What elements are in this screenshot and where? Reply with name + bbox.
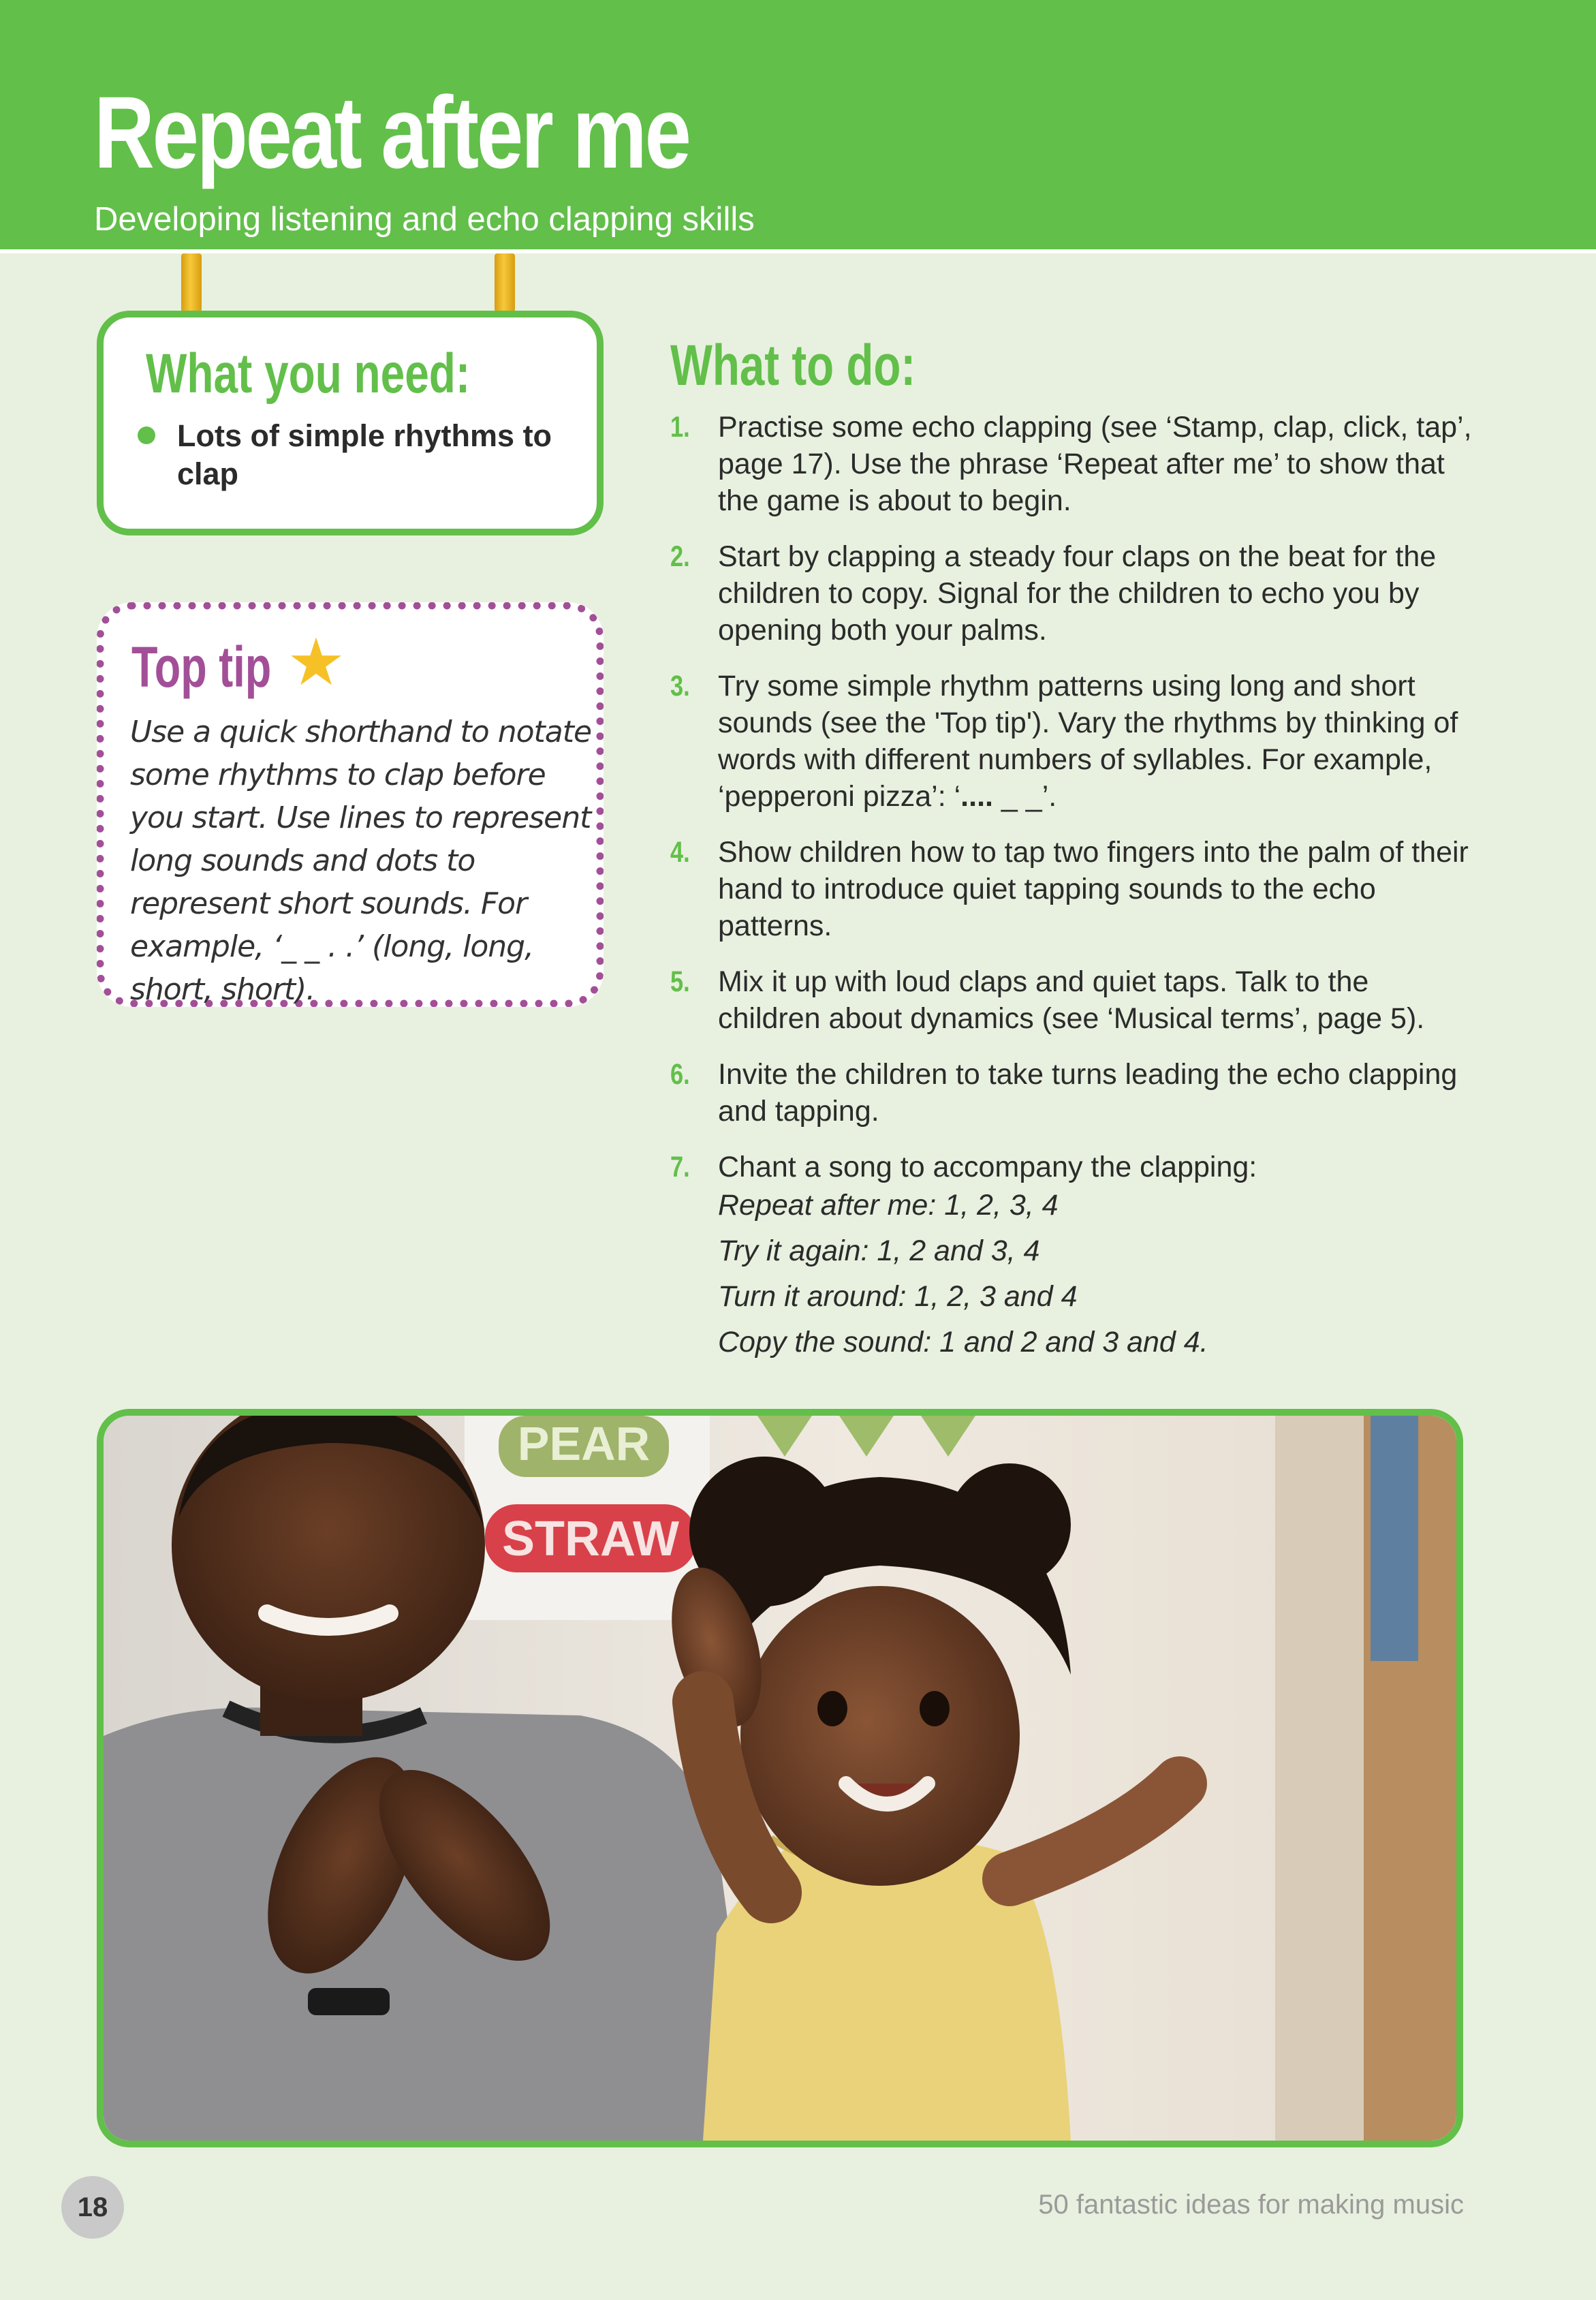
top-tip-box [97, 602, 604, 1007]
chant-line: Repeat after me: 1, 2, 3, 4 [718, 1189, 1059, 1222]
hanger-left [181, 253, 202, 312]
what-to-do-heading: What to do: [670, 333, 916, 397]
page-number: 18 [61, 2176, 124, 2239]
step-number: 6. [670, 1058, 690, 1091]
step-number: 5. [670, 965, 690, 998]
steps-list [670, 409, 1474, 1185]
top-tip-text: Use a quick shorthand to notate some rhythms to clap before you start. Use lines to represent long sounds and dots to represent short sounds. For example, ‘_ _ . .’ (long, long, short, short). [130, 715, 592, 1007]
straw-sign: STRAW [502, 1512, 679, 1566]
what-you-need-box [97, 311, 604, 535]
what-you-need-heading: What you need: [146, 343, 471, 405]
need-item: Lots of simple rhythms to clap [177, 418, 552, 491]
page-title: Repeat after me [94, 75, 689, 189]
photo-frame [97, 1409, 1463, 2147]
page-subtitle: Developing listening and echo clapping skills [94, 201, 755, 238]
step-text: Mix it up with loud claps and quiet taps. Talk to the children about dynamics (see ‘Musical terms’, page 5). [718, 965, 1425, 1035]
star-icon: ★ [287, 626, 346, 699]
step-number: 3. [670, 670, 690, 702]
header-divider [0, 249, 1596, 253]
step-text-bold: .... [960, 780, 993, 813]
hanger-right [495, 253, 515, 312]
clapping-photo [104, 1416, 1456, 2141]
step-item [670, 538, 1474, 649]
step-number: 7. [670, 1151, 690, 1183]
step-text: Invite the children to take turns leading the echo clapping and tapping. [718, 1058, 1458, 1128]
step-item [670, 1056, 1474, 1130]
chant-line: Try it again: 1, 2 and 3, 4 [718, 1234, 1040, 1267]
step-item [670, 963, 1474, 1037]
book-title: 50 fantastic ideas for making music [1038, 2190, 1464, 2220]
pear-sign: PEAR [517, 1417, 651, 1470]
step-text [718, 670, 1458, 813]
bullet-icon [138, 426, 155, 444]
step-text: Practise some echo clapping (see ‘Stamp, clap, click, tap’, page 17). Use the phrase ‘Repeat after me’ to show that the game is about to begin. [718, 411, 1472, 517]
step-text: Start by clapping a steady four claps on the beat for the children to copy. Signal for the children to echo you by opening both your palms. [718, 540, 1437, 647]
step-number: 2. [670, 540, 690, 573]
step-item [670, 1149, 1474, 1185]
step-item [670, 834, 1474, 944]
chant-line: Turn it around: 1, 2, 3 and 4 [718, 1280, 1078, 1313]
step-text-part: _ _’. [992, 780, 1057, 813]
step-item [670, 668, 1474, 815]
step-text-part: Try some simple rhythm patterns using long and short sounds (see the 'Top tip'). Vary the rhythms by thinking of words with different numbers of syllables. For example, ‘pepperoni pizza’: ‘ [718, 670, 1458, 813]
top-tip-heading: Top tip [131, 635, 272, 699]
chant-line: Copy the sound: 1 and 2 and 3 and 4. [718, 1326, 1208, 1358]
step-item [670, 409, 1474, 519]
step-text: Show children how to tap two fingers into the palm of their hand to introduce quiet tapping sounds to the echo patterns. [718, 836, 1469, 942]
step-text: Chant a song to accompany the clapping: [718, 1151, 1257, 1183]
step-number: 1. [670, 411, 690, 444]
step-number: 4. [670, 836, 690, 869]
